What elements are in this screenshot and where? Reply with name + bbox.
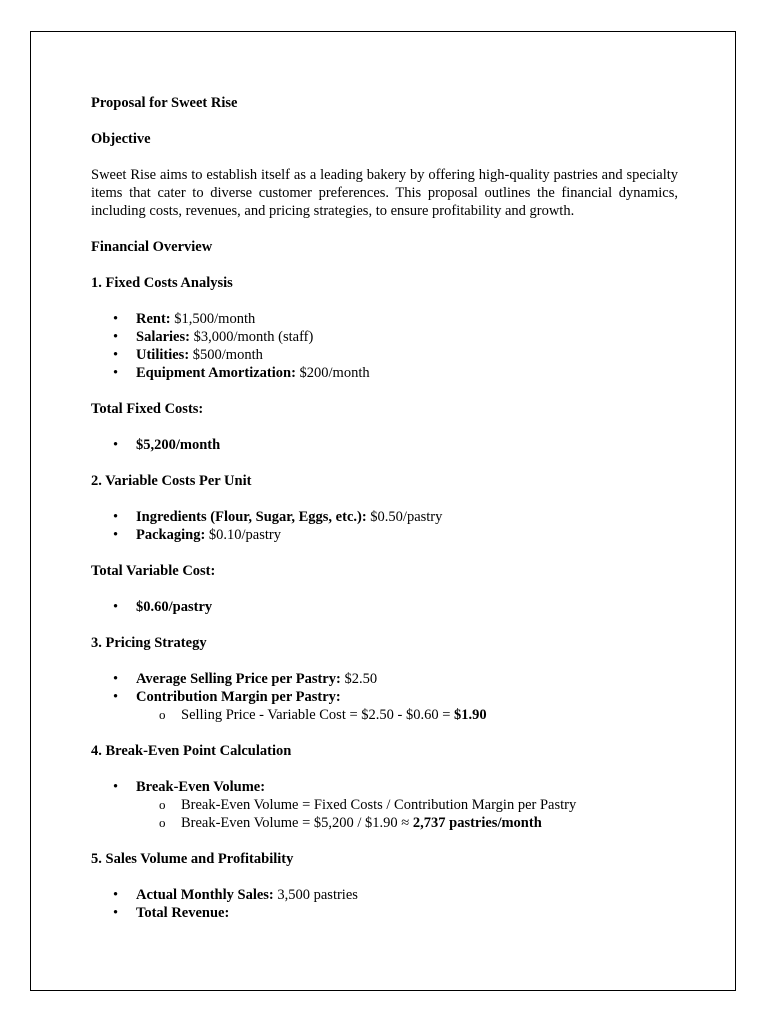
item-label: Average Selling Price per Pastry:: [136, 671, 341, 687]
item-label: Total Revenue:: [136, 905, 230, 921]
total-fixed-costs-list: [91, 436, 678, 454]
item-value: 3,500 pastries: [273, 887, 358, 903]
variable-costs-list: [91, 508, 678, 544]
break-even-calc: Break-Even Volume = $5,200 / $1.90 ≈: [181, 815, 413, 831]
item-value: $1,500/month: [170, 311, 256, 327]
list-item: [91, 310, 678, 328]
item-label: Ingredients (Flour, Sugar, Eggs, etc.):: [136, 509, 367, 525]
list-item: [91, 904, 678, 922]
list-item: [91, 670, 678, 688]
item-value: $2.50: [340, 671, 378, 687]
item-value: $0.50/pastry: [366, 509, 443, 525]
break-even-heading: 4. Break-Even Point Calculation: [91, 743, 292, 759]
cm-result: $1.90: [454, 707, 487, 723]
break-even-list: [91, 778, 678, 832]
sub-list-item: [136, 796, 678, 814]
item-label: Contribution Margin per Pastry:: [136, 689, 341, 705]
item-label: Utilities:: [136, 347, 190, 363]
variable-costs-heading: 2. Variable Costs Per Unit: [91, 473, 252, 489]
item-label: Equipment Amortization:: [136, 365, 296, 381]
list-item: [91, 886, 678, 904]
pricing-list: [91, 670, 678, 724]
list-item: [91, 508, 678, 526]
total-fixed-costs-value: $5,200/month: [136, 437, 221, 453]
item-value: $500/month: [189, 347, 263, 363]
financial-overview-heading: Financial Overview: [91, 239, 213, 255]
list-item: [91, 436, 678, 454]
contribution-margin-sublist: [136, 706, 678, 724]
document-page: [30, 31, 736, 991]
sub-list-item: [136, 706, 678, 724]
break-even-result: 2,737 pastries/month: [412, 815, 542, 831]
item-label: Packaging:: [136, 527, 206, 543]
total-variable-cost-value: $0.60/pastry: [136, 599, 213, 615]
break-even-formula: Break-Even Volume = Fixed Costs / Contribution Margin per Pastry: [181, 797, 577, 813]
document-content: [91, 94, 678, 940]
list-item: [91, 688, 678, 724]
item-label: Salaries:: [136, 329, 190, 345]
item-label: Actual Monthly Sales:: [136, 887, 274, 903]
document-title: Proposal for Sweet Rise: [91, 95, 238, 111]
item-label: Rent:: [136, 311, 171, 327]
list-item: [91, 778, 678, 832]
sales-heading: 5. Sales Volume and Profitability: [91, 851, 294, 867]
fixed-costs-heading: 1. Fixed Costs Analysis: [91, 275, 233, 291]
objective-heading: Objective: [91, 131, 151, 147]
list-item: [91, 346, 678, 364]
item-value: $3,000/month (staff): [189, 329, 314, 345]
sales-list: [91, 886, 678, 922]
cm-formula: Selling Price - Variable Cost = $2.50 - $0.60 =: [181, 707, 455, 723]
item-value: $0.10/pastry: [205, 527, 281, 543]
item-label: Break-Even Volume:: [136, 779, 266, 795]
list-item: [91, 526, 678, 544]
total-variable-cost-list: [91, 598, 678, 616]
pricing-heading: 3. Pricing Strategy: [91, 635, 207, 651]
total-variable-cost-heading: Total Variable Cost:: [91, 563, 216, 579]
objective-paragraph: Sweet Rise aims to establish itself as a leading bakery by offering high-quality pastries and specialty items that cater to diverse customer preferences. This proposal outlines the financial dynamics, including costs, revenues, and pricing strategies, to ensure profitability and growth.: [91, 167, 678, 219]
list-item: [91, 364, 678, 382]
total-fixed-costs-heading: Total Fixed Costs:: [91, 401, 204, 417]
list-item: [91, 598, 678, 616]
break-even-sublist: [136, 796, 678, 832]
list-item: [91, 328, 678, 346]
fixed-costs-list: [91, 310, 678, 382]
sub-list-item: [136, 814, 678, 832]
item-value: $200/month: [295, 365, 370, 381]
